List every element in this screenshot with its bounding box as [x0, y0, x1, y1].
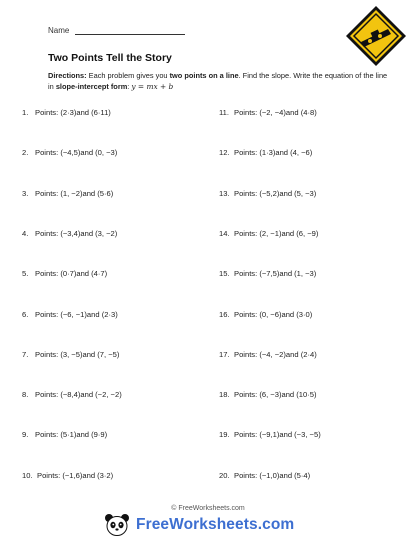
problem-text: Points: (2·3)and (6·11)	[35, 108, 111, 117]
problem-number: 3.	[22, 188, 29, 198]
slope-intercept-formula: y = mx + b	[131, 81, 174, 91]
problem-item	[219, 350, 317, 359]
problem-item	[22, 430, 107, 439]
problem-item	[22, 108, 111, 117]
problem-text: Points: (2, −1)and (6, −9)	[234, 228, 319, 238]
problem-item	[219, 269, 316, 278]
problem-text: Points: (−2, −4)and (4·8)	[234, 108, 317, 117]
problem-number: 18.	[219, 390, 230, 400]
problem-item	[219, 148, 312, 157]
problem-text: Points: (−1,0)and (5·4)	[234, 470, 311, 480]
problem-text: Points: (−6, −1)and (2·3)	[35, 309, 118, 319]
problem-item	[219, 471, 310, 480]
problem-text: Points: (0, −6)and (3·0)	[234, 309, 313, 319]
problem-item	[22, 269, 107, 278]
problem-number: 7.	[22, 349, 29, 359]
problem-text: Points: (−5,2)and (5, −3)	[234, 188, 317, 198]
problem-number: 17.	[219, 349, 230, 359]
directions-bold-1: two points on a line	[169, 71, 239, 80]
problem-number: 9.	[22, 430, 29, 440]
problem-number: 19.	[219, 430, 230, 440]
name-label: Name	[48, 26, 70, 35]
problem-text: Points: (1·3)and (4, −6)	[234, 148, 313, 158]
directions-part-2: . Find the slope. Write the equation of the line in	[48, 71, 388, 91]
footer-copyright: © FreeWorksheets.com	[171, 505, 245, 512]
problem-number: 8.	[22, 390, 29, 400]
problem-text: Points: (−7,5)and (1, −3)	[234, 269, 317, 279]
problem-text: Points: (0·7)and (4·7)	[35, 269, 108, 279]
problem-text: Points: (6, −3)and (10·5)	[234, 390, 317, 400]
problem-text: Points: (5·1)and (9·9)	[35, 430, 108, 440]
name-field-row	[48, 26, 185, 35]
slope-warning-sign-icon	[344, 4, 408, 68]
directions-part-1: Each problem gives you	[86, 71, 170, 80]
problem-number: 16.	[219, 309, 230, 319]
directions-label: Directions:	[48, 71, 87, 80]
problem-text: Points: (−4,5)and (0, −3)	[35, 148, 118, 158]
problem-number: 5.	[22, 269, 29, 279]
problem-number: 2.	[22, 148, 29, 158]
problem-text: Points: (−1,6)and (3·2)	[37, 470, 114, 480]
problem-text: Points: (−8,4)and (−2, −2)	[35, 390, 122, 400]
problem-number: 14.	[219, 228, 230, 238]
problem-item	[22, 471, 113, 480]
footer-brand-name: FreeWorksheets.com	[136, 516, 295, 533]
problem-number: 13.	[219, 188, 230, 198]
directions-bold-2: slope-intercept form	[55, 81, 128, 91]
problem-text: Points: (1, −2)and (5·6)	[35, 188, 114, 198]
problem-number: 10.	[22, 470, 33, 480]
problem-item	[219, 390, 317, 399]
problem-item	[22, 189, 113, 198]
problem-item	[22, 229, 117, 238]
problem-number: 20.	[219, 470, 230, 480]
panda-icon	[104, 513, 130, 537]
problem-text: Points: (−4, −2)and (2·4)	[234, 349, 317, 359]
problem-item	[22, 148, 117, 157]
problem-number: 12.	[219, 148, 230, 158]
worksheet-title: Two Points Tell the Story	[48, 52, 172, 64]
problem-item	[22, 310, 118, 319]
problem-item	[22, 390, 122, 399]
problem-text: Points: (−3,4)and (3, −2)	[35, 228, 118, 238]
problem-text: Points: (3, −5)and (7, −5)	[35, 349, 120, 359]
problem-number: 4.	[22, 228, 29, 238]
problem-item	[22, 350, 119, 359]
problem-number: 6.	[22, 309, 29, 319]
footer-brand	[104, 513, 294, 537]
problem-item	[219, 189, 316, 198]
problem-item	[219, 310, 312, 319]
directions-text	[48, 71, 388, 92]
problem-item	[219, 430, 321, 439]
problem-item	[219, 108, 317, 117]
directions-part-3: :	[127, 81, 132, 91]
problem-text: Points: (−9,1)and (−3, −5)	[234, 430, 321, 440]
problem-number: 11.	[219, 108, 229, 117]
name-blank-line	[75, 26, 185, 35]
problem-item	[219, 229, 318, 238]
problem-number: 15.	[219, 269, 230, 279]
problem-number: 1.	[22, 108, 29, 117]
